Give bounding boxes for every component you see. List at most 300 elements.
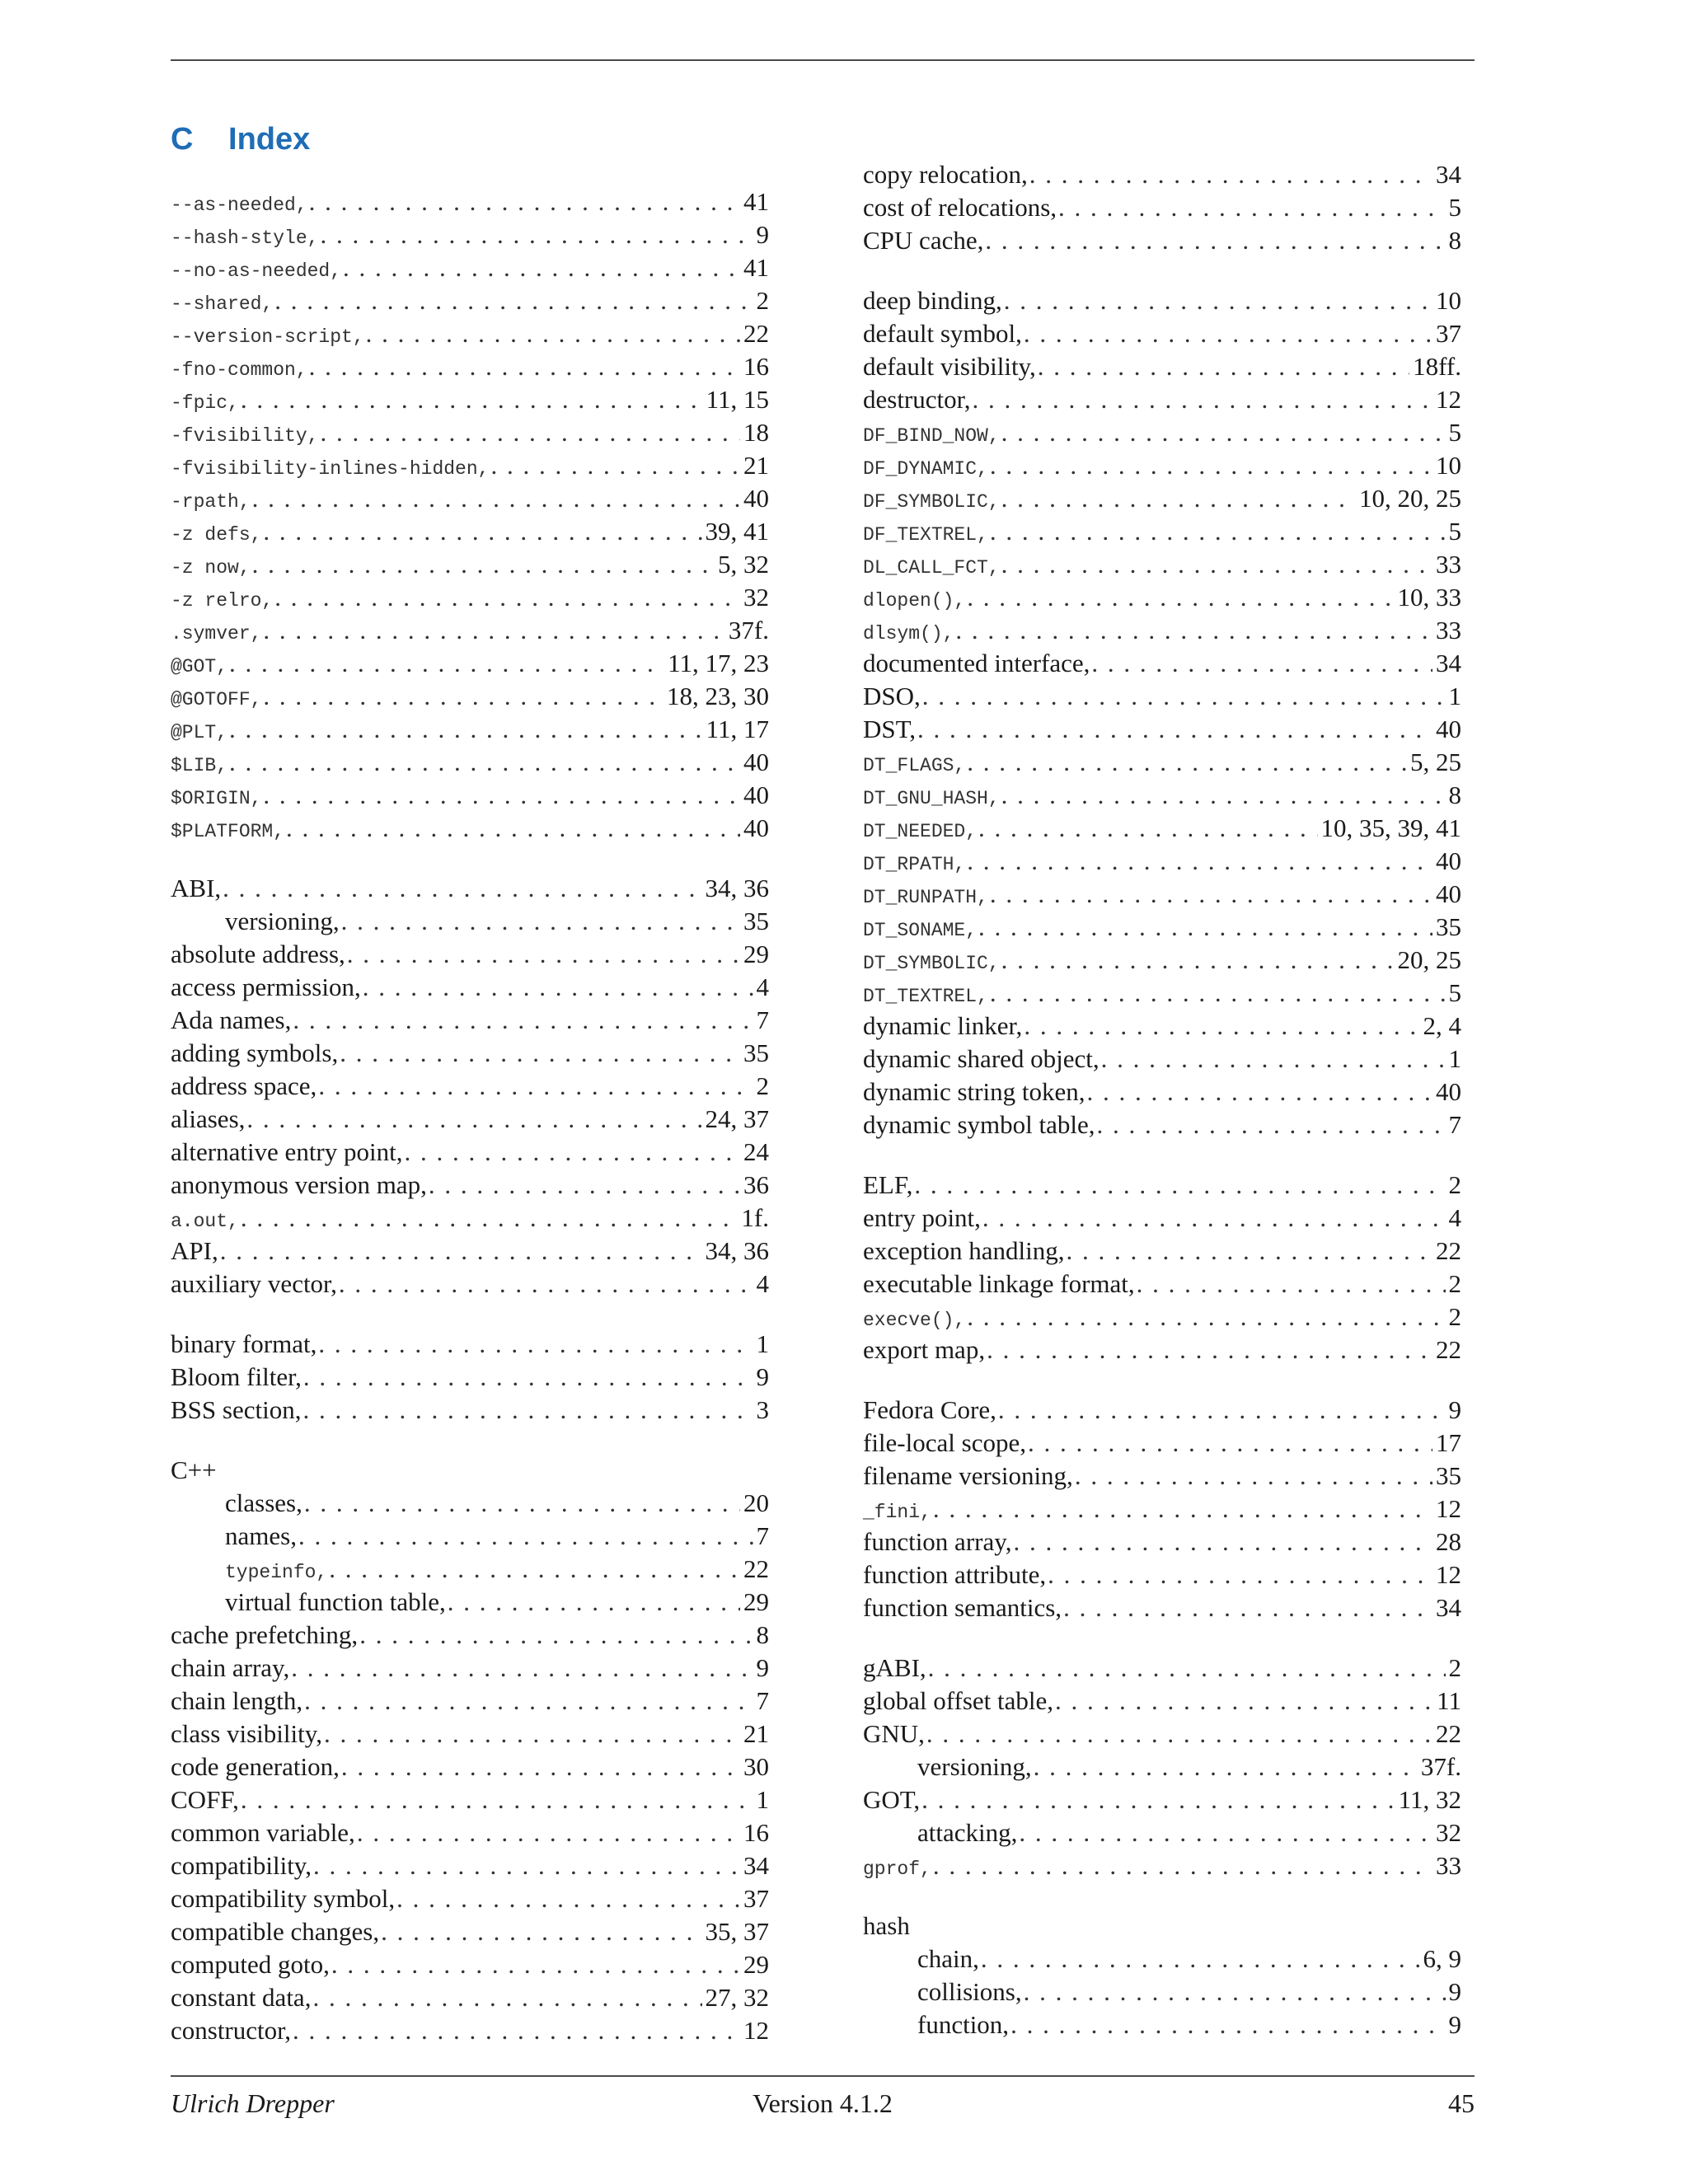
index-page-refs: 5, 32 — [718, 550, 769, 579]
dot-leader — [1075, 1460, 1432, 1493]
index-entry — [171, 1169, 769, 1202]
index-term: API, — [171, 1236, 218, 1265]
index-term: entry point, — [863, 1203, 981, 1232]
index-entry — [171, 1004, 769, 1037]
index-entry — [863, 158, 1461, 191]
dot-leader — [331, 1948, 740, 1981]
index-entry — [171, 1948, 769, 1981]
dot-leader — [302, 1394, 753, 1427]
dot-leader — [339, 1268, 753, 1301]
index-term: DF_BIND_NOW, — [863, 425, 1000, 447]
index-subentry — [863, 1975, 1461, 2008]
index-entry — [863, 1652, 1461, 1685]
index-term: --shared, — [171, 293, 274, 315]
index-entry — [863, 1427, 1461, 1460]
index-term: $ORIGIN, — [171, 788, 262, 809]
index-term: compatibility, — [171, 1851, 312, 1880]
index-page-refs: 34 — [1436, 649, 1461, 677]
index-term: global offset table, — [863, 1686, 1054, 1715]
index-term: DF_DYNAMIC, — [863, 458, 988, 480]
dot-leader — [1137, 1268, 1446, 1301]
dot-leader — [404, 1136, 740, 1169]
dot-leader — [448, 1586, 740, 1619]
index-page-refs: 22 — [743, 1554, 769, 1583]
dot-leader — [1001, 548, 1432, 581]
index-page-refs: 9 — [756, 1653, 769, 1682]
dot-leader — [967, 581, 1394, 614]
index-entry — [863, 1301, 1461, 1333]
index-group-gap — [171, 1301, 769, 1328]
index-page-refs: 39, 41 — [705, 517, 769, 546]
index-term: virtual function table, — [225, 1587, 446, 1616]
index-entry — [171, 779, 769, 812]
dot-leader — [1029, 158, 1432, 191]
index-page-refs: 40 — [743, 484, 769, 513]
index-page-refs: 35 — [1436, 912, 1461, 941]
dot-leader — [987, 1333, 1432, 1366]
dot-leader — [967, 746, 1407, 779]
index-term: function attribute, — [863, 1560, 1047, 1589]
index-term: access permission, — [171, 972, 361, 1001]
index-entry — [863, 944, 1461, 977]
index-page-refs: 22 — [743, 319, 769, 348]
section-title: Index — [228, 122, 311, 157]
index-term: DT_RPATH, — [863, 854, 966, 875]
index-group-gap — [863, 1141, 1461, 1169]
index-term: -z defs, — [171, 524, 262, 546]
index-term: versioning, — [917, 1752, 1032, 1781]
index-page-refs: 40 — [1436, 879, 1461, 908]
index-entry — [171, 647, 769, 680]
index-entry — [863, 449, 1461, 482]
index-page-refs: 2 — [756, 1071, 769, 1100]
index-entry — [171, 482, 769, 515]
dot-leader — [981, 1943, 1420, 1975]
index-term: dlopen(), — [863, 590, 966, 612]
dot-leader — [246, 1103, 701, 1136]
index-page-refs: 4 — [756, 1269, 769, 1298]
index-entry — [171, 713, 769, 746]
index-page-refs: 18ff. — [1413, 352, 1461, 381]
index-entry — [863, 878, 1461, 911]
index-term: export map, — [863, 1335, 986, 1364]
index-page-refs: 33 — [1436, 1851, 1461, 1880]
index-entry — [863, 845, 1461, 878]
dot-leader — [914, 1169, 1445, 1202]
dot-leader — [990, 515, 1446, 548]
index-page-refs: 5 — [1448, 193, 1461, 222]
index-entry — [171, 1685, 769, 1718]
index-page-refs: 24, 37 — [705, 1104, 769, 1133]
index-entry — [171, 1202, 769, 1235]
index-page-refs: 32 — [1436, 1818, 1461, 1847]
footer-author: Ulrich Drepper — [171, 2088, 335, 2118]
index-page-refs: 9 — [756, 220, 769, 249]
index-term: cache prefetching, — [171, 1620, 359, 1649]
index-term: versioning, — [225, 907, 340, 935]
dot-leader — [312, 1981, 701, 2014]
index-term: DT_SYMBOLIC, — [863, 953, 1000, 974]
index-page-refs: 1 — [1448, 1044, 1461, 1073]
index-term: destructor, — [863, 385, 971, 414]
index-entry — [171, 938, 769, 971]
index-page-refs: 7 — [756, 1005, 769, 1034]
dot-leader — [1034, 1750, 1418, 1783]
dot-leader — [926, 1718, 1432, 1750]
dot-leader — [967, 1301, 1445, 1333]
index-subentry — [171, 1553, 769, 1586]
index-page-refs: 11, 15 — [706, 385, 769, 414]
dot-leader — [318, 1070, 753, 1103]
index-entry — [863, 1043, 1461, 1076]
index-term: BSS section, — [171, 1395, 302, 1424]
index-page-refs: 29 — [743, 940, 769, 968]
footer-rule — [171, 2075, 1475, 2077]
index-entry — [171, 383, 769, 416]
dot-leader — [263, 779, 740, 812]
index-term: computed goto, — [171, 1950, 330, 1979]
index-page-refs: 32 — [743, 583, 769, 612]
dot-leader — [1091, 647, 1432, 680]
index-term: $PLATFORM, — [171, 821, 285, 842]
index-term: executable linkage format, — [863, 1269, 1135, 1298]
index-page-refs: 12 — [743, 2016, 769, 2045]
index-subentry — [863, 2008, 1461, 2041]
index-page-refs: 40 — [743, 780, 769, 809]
index-term: -z now, — [171, 557, 251, 579]
index-entry — [171, 1981, 769, 2014]
index-subentry — [863, 1750, 1461, 1783]
index-entry — [171, 1915, 769, 1948]
index-term: @PLT, — [171, 722, 228, 743]
index-term: function array, — [863, 1527, 1012, 1556]
index-column-right — [863, 158, 1461, 2041]
dot-leader — [298, 1520, 753, 1553]
dot-leader — [922, 680, 1446, 713]
index-group-gap — [863, 1366, 1461, 1394]
dot-leader — [978, 812, 1317, 845]
dot-leader — [229, 647, 664, 680]
section-number: C — [171, 122, 194, 157]
index-term: gABI, — [863, 1653, 926, 1682]
index-term: code generation, — [171, 1752, 340, 1781]
index-page-refs: 30 — [743, 1752, 769, 1781]
dot-leader — [320, 218, 753, 251]
index-entry — [863, 1010, 1461, 1043]
index-entry — [863, 317, 1461, 350]
dot-leader — [343, 251, 740, 284]
index-term: chain array, — [171, 1653, 290, 1682]
index-entry — [863, 548, 1461, 581]
dot-leader — [1067, 1235, 1433, 1268]
dot-leader — [921, 1783, 1395, 1816]
index-term: -fno-common, — [171, 359, 307, 381]
index-page-refs: 5, 25 — [1410, 748, 1461, 776]
index-subentry — [171, 1487, 769, 1520]
index-page-refs: 9 — [1448, 1977, 1461, 2006]
dot-leader — [252, 482, 740, 515]
index-entry — [863, 1202, 1461, 1235]
index-term: CPU cache, — [863, 226, 984, 255]
index-entry — [171, 1454, 769, 1487]
index-entry — [171, 872, 769, 905]
section-heading — [171, 124, 310, 155]
index-page-refs: 40 — [1436, 715, 1461, 743]
dot-leader — [229, 746, 740, 779]
dot-leader — [1038, 350, 1409, 383]
index-group-gap — [863, 1624, 1461, 1652]
dot-leader — [933, 1849, 1432, 1882]
index-page-refs: 16 — [743, 352, 769, 381]
index-term: gprof, — [863, 1858, 931, 1880]
index-page-refs: 33 — [1436, 616, 1461, 644]
index-page-refs: 10, 20, 25 — [1359, 484, 1461, 513]
index-entry — [863, 224, 1461, 257]
dot-leader — [263, 515, 701, 548]
dot-leader — [1019, 1816, 1432, 1849]
index-entry — [171, 812, 769, 845]
dot-leader — [1024, 1010, 1419, 1043]
index-term: classes, — [225, 1488, 302, 1517]
index-entry — [863, 191, 1461, 224]
index-term: copy relocation, — [863, 160, 1028, 189]
index-page-refs: 3 — [756, 1395, 769, 1424]
index-page-refs: 12 — [1436, 1494, 1461, 1523]
dot-leader — [928, 1652, 1446, 1685]
index-page-refs: 18, 23, 30 — [667, 682, 769, 710]
dot-leader — [286, 812, 740, 845]
index-entry — [863, 614, 1461, 647]
page-footer — [171, 2085, 1475, 2121]
index-term: @GOT, — [171, 656, 228, 677]
index-term: cost of relocations, — [863, 193, 1057, 222]
dot-leader — [341, 1750, 740, 1783]
dot-leader — [329, 1553, 740, 1586]
index-entry — [171, 1268, 769, 1301]
index-entry — [171, 218, 769, 251]
dot-leader — [1010, 2008, 1445, 2041]
index-page-refs: 11, 32 — [1398, 1785, 1461, 1814]
index-page-refs: 5 — [1448, 517, 1461, 546]
index-term: compatible changes, — [171, 1917, 380, 1946]
index-entry — [863, 1394, 1461, 1427]
dot-leader — [490, 449, 740, 482]
dot-leader — [263, 614, 725, 647]
index-entry — [171, 1816, 769, 1849]
index-page-refs: 9 — [1448, 1395, 1461, 1424]
index-term: --version-script, — [171, 326, 364, 348]
index-term: auxiliary vector, — [171, 1269, 337, 1298]
index-group-gap — [171, 845, 769, 872]
index-entry — [863, 1169, 1461, 1202]
index-entry — [171, 971, 769, 1004]
index-page-refs: 22 — [1436, 1236, 1461, 1265]
dot-leader — [1024, 317, 1432, 350]
index-page-refs: 16 — [743, 1818, 769, 1847]
index-page-refs: 1 — [1448, 682, 1461, 710]
index-entry — [863, 1076, 1461, 1108]
dot-leader — [241, 1783, 753, 1816]
index-term: common variable, — [171, 1818, 355, 1847]
index-page-refs: 12 — [1436, 1560, 1461, 1589]
index-page-refs: 8 — [1448, 780, 1461, 809]
dot-leader — [340, 1037, 740, 1070]
index-page-refs: 20 — [743, 1488, 769, 1517]
index-page-refs: 20, 25 — [1397, 945, 1461, 974]
index-term: constructor, — [171, 2016, 291, 2045]
index-term: exception handling, — [863, 1236, 1065, 1265]
index-entry — [863, 1235, 1461, 1268]
header-rule — [171, 59, 1475, 61]
index-entry — [171, 1718, 769, 1750]
dot-leader — [1086, 1076, 1432, 1108]
index-term: collisions, — [917, 1977, 1022, 2006]
index-term: -fvisibility-inlines-hidden, — [171, 458, 490, 480]
index-term: dynamic symbol table, — [863, 1110, 1095, 1139]
index-term: adding symbols, — [171, 1038, 339, 1067]
index-page-refs: 40 — [1436, 1077, 1461, 1106]
index-term: attacking, — [917, 1818, 1018, 1847]
index-entry — [171, 317, 769, 350]
index-entry — [863, 1591, 1461, 1624]
index-term: function semantics, — [863, 1593, 1062, 1622]
dot-leader — [263, 680, 663, 713]
dot-leader — [223, 872, 701, 905]
index-term: DF_SYMBOLIC, — [863, 491, 1000, 513]
dot-leader — [1001, 779, 1446, 812]
index-page-refs: 7 — [756, 1686, 769, 1715]
index-page-refs: 12 — [1436, 385, 1461, 414]
index-subentry — [171, 905, 769, 938]
dot-leader — [1048, 1558, 1432, 1591]
index-page-refs: 34 — [743, 1851, 769, 1880]
index-page-refs: 2 — [1448, 1170, 1461, 1199]
index-page-refs: 4 — [1448, 1203, 1461, 1232]
index-page-refs: 37f. — [1420, 1752, 1461, 1781]
index-page-refs: 10 — [1436, 286, 1461, 315]
dot-leader — [990, 878, 1432, 911]
index-page-refs: 21 — [743, 451, 769, 480]
index-page-refs: 35, 37 — [705, 1917, 769, 1946]
index-entry — [863, 1460, 1461, 1493]
index-page-refs: 28 — [1436, 1527, 1461, 1556]
index-entry — [863, 581, 1461, 614]
index-page-refs: 29 — [743, 1950, 769, 1979]
index-page-refs: 10, 33 — [1397, 583, 1461, 612]
index-term: typeinfo, — [225, 1562, 328, 1583]
dot-leader — [1063, 1591, 1432, 1624]
dot-leader — [366, 317, 740, 350]
index-entry — [171, 1882, 769, 1915]
footer-version: Version 4.1.2 — [753, 2088, 893, 2118]
index-term: $LIB, — [171, 755, 228, 776]
index-entry — [171, 1037, 769, 1070]
dot-leader — [309, 185, 740, 218]
index-term: class visibility, — [171, 1719, 322, 1748]
index-term: hash — [863, 1911, 910, 1940]
index-term: GOT, — [863, 1785, 921, 1814]
index-page-refs: 8 — [1448, 226, 1461, 255]
index-term: chain, — [917, 1944, 979, 1973]
index-entry — [171, 1328, 769, 1361]
index-entry — [863, 284, 1461, 317]
index-term: DT_FLAGS, — [863, 755, 966, 776]
index-page-refs: 40 — [743, 748, 769, 776]
index-term: alternative entry point, — [171, 1137, 403, 1166]
index-page-refs: 36 — [743, 1170, 769, 1199]
index-page-refs: 5 — [1448, 978, 1461, 1007]
index-page-refs: 2 — [756, 286, 769, 315]
index-entry — [171, 581, 769, 614]
index-term: binary format, — [171, 1329, 317, 1358]
index-entry — [171, 1235, 769, 1268]
index-term: DL_CALL_FCT, — [863, 557, 1000, 579]
index-page-refs: 35 — [743, 907, 769, 935]
index-term: names, — [225, 1521, 297, 1550]
index-term: filename versioning, — [863, 1461, 1073, 1490]
index-page-refs: 1f. — [741, 1203, 769, 1232]
dot-leader — [220, 1235, 702, 1268]
index-entry — [171, 746, 769, 779]
index-page-refs: 33 — [1436, 550, 1461, 579]
dot-leader — [1028, 1427, 1432, 1460]
dot-leader — [291, 1652, 753, 1685]
index-term: dynamic linker, — [863, 1011, 1023, 1040]
dot-leader — [990, 449, 1432, 482]
dot-leader — [990, 977, 1446, 1010]
index-group-gap — [171, 1427, 769, 1454]
dot-leader — [985, 224, 1445, 257]
index-term: anonymous version map, — [171, 1170, 427, 1199]
dot-leader — [293, 2014, 740, 2047]
index-entry — [171, 185, 769, 218]
index-entry — [171, 1750, 769, 1783]
dot-leader — [347, 938, 740, 971]
index-entry — [171, 350, 769, 383]
index-term: --no-as-needed, — [171, 260, 342, 282]
dot-leader — [274, 581, 740, 614]
index-term: DT_SONAME, — [863, 920, 978, 941]
index-entry — [863, 680, 1461, 713]
index-entry — [171, 1783, 769, 1816]
index-term: aliases, — [171, 1104, 246, 1133]
index-page-refs: 40 — [1436, 846, 1461, 875]
index-subentry — [171, 1520, 769, 1553]
dot-leader — [241, 383, 703, 416]
index-page-refs: 9 — [756, 1362, 769, 1391]
index-term: absolute address, — [171, 940, 345, 968]
index-page-refs: 37f. — [728, 616, 769, 644]
index-page-refs: 10, 35, 39, 41 — [1320, 813, 1461, 842]
index-term: default visibility, — [863, 352, 1036, 381]
index-page-refs: 6, 9 — [1423, 1944, 1461, 1973]
index-term: -fvisibility, — [171, 425, 319, 447]
index-page-refs: 37 — [743, 1884, 769, 1913]
index-entry — [171, 284, 769, 317]
dot-leader — [933, 1493, 1432, 1526]
dot-leader — [972, 383, 1432, 416]
dot-leader — [252, 548, 715, 581]
index-entry — [863, 1910, 1461, 1943]
index-entry — [171, 251, 769, 284]
index-page-refs: 7 — [1448, 1110, 1461, 1139]
index-column-left — [171, 185, 769, 2047]
index-term: DT_GNU_HASH, — [863, 788, 1000, 809]
index-term: chain length, — [171, 1686, 303, 1715]
index-term: dynamic string token, — [863, 1077, 1085, 1106]
index-page-refs: 2 — [1448, 1302, 1461, 1331]
index-page-refs: 11, 17, 23 — [668, 649, 769, 677]
